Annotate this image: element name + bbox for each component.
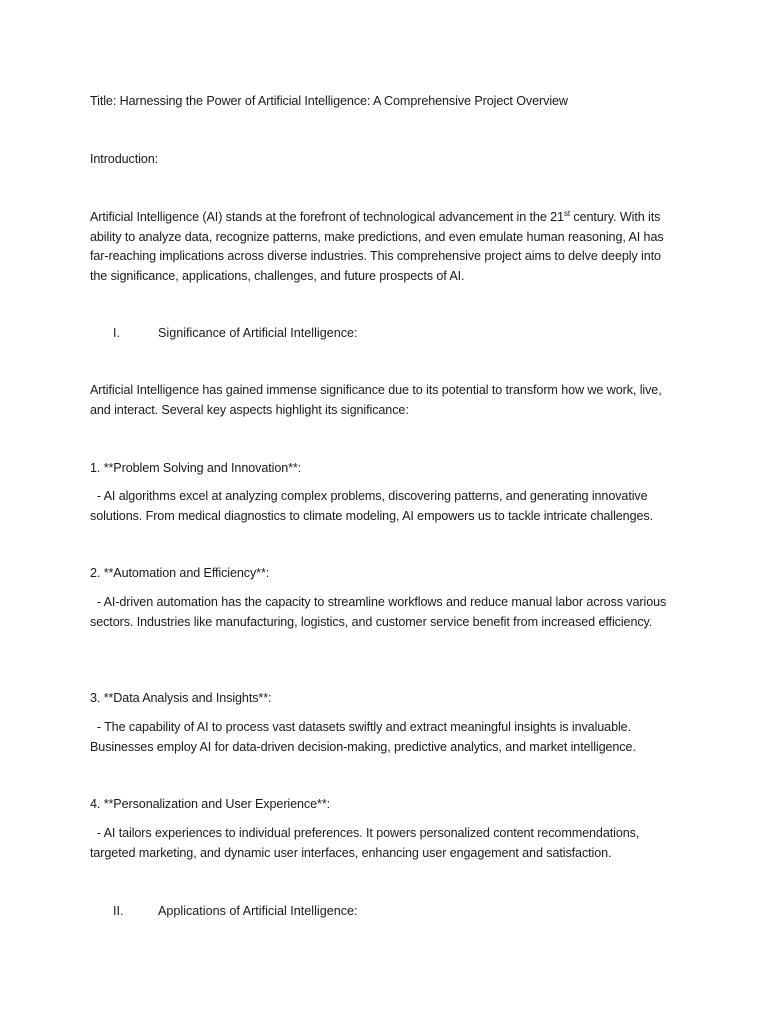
introduction-paragraph xyxy=(90,208,680,286)
section-heading-applications xyxy=(90,902,680,922)
list-item-body: - AI-driven automation has the capacity to streamline workflows and reduce manual labor across various sectors. Industries like manufacturing, logistics, and customer service benefit from increased efficiency. xyxy=(90,595,670,629)
section-title: Significance of Artificial Intelligence: xyxy=(158,326,358,340)
introduction-heading: Introduction: xyxy=(90,152,159,166)
list-item-body: - AI tailors experiences to individual preferences. It powers personalized content recommendations, targeted marketing, and dynamic user interfaces, enhancing user engagement and satisfaction. xyxy=(90,826,643,860)
section-heading-significance xyxy=(90,324,680,344)
list-item-heading: 2. **Automation and Efficiency**: xyxy=(90,566,270,580)
list-item-heading: 1. **Problem Solving and Innovation**: xyxy=(90,461,302,475)
document-title: Title: Harnessing the Power of Artificial Intelligence: A Comprehensive Project Overview xyxy=(90,94,568,108)
list-item-body: - AI algorithms excel at analyzing complex problems, discovering patterns, and generating innovative solutions. From medical diagnostics to climate modeling, AI empowers us to tackle intricate challenges. xyxy=(90,489,653,523)
intro-text-part-1: Artificial Intelligence (AI) stands at the forefront of technological advancement in the 21 xyxy=(90,210,564,224)
section-title: Applications of Artificial Intelligence: xyxy=(158,904,358,918)
significance-paragraph: Artificial Intelligence has gained immense significance due to its potential to transform how we work, live, and interact. Several key aspects highlight its significance: xyxy=(90,383,662,417)
ordinal-superscript: st xyxy=(563,209,570,218)
section-number: I. xyxy=(113,326,120,340)
list-item-body: - The capability of AI to process vast datasets swiftly and extract meaningful insights is invaluable. Businesses employ AI for data-driven decision-making, predictive analytics, and market intelligence. xyxy=(90,720,636,754)
intro-text-part-2: century. With its ability to analyze data, recognize patterns, make predictions, and even emulate human reasoning, AI has far-reaching implications across diverse industries. This comprehensive project aims to delve deeply into the significance, applications, challenges, and future prospects of AI. xyxy=(90,210,664,283)
section-number: II. xyxy=(113,904,124,918)
list-item-heading: 3. **Data Analysis and Insights**: xyxy=(90,691,272,705)
list-item-heading: 4. **Personalization and User Experience**: xyxy=(90,797,331,811)
